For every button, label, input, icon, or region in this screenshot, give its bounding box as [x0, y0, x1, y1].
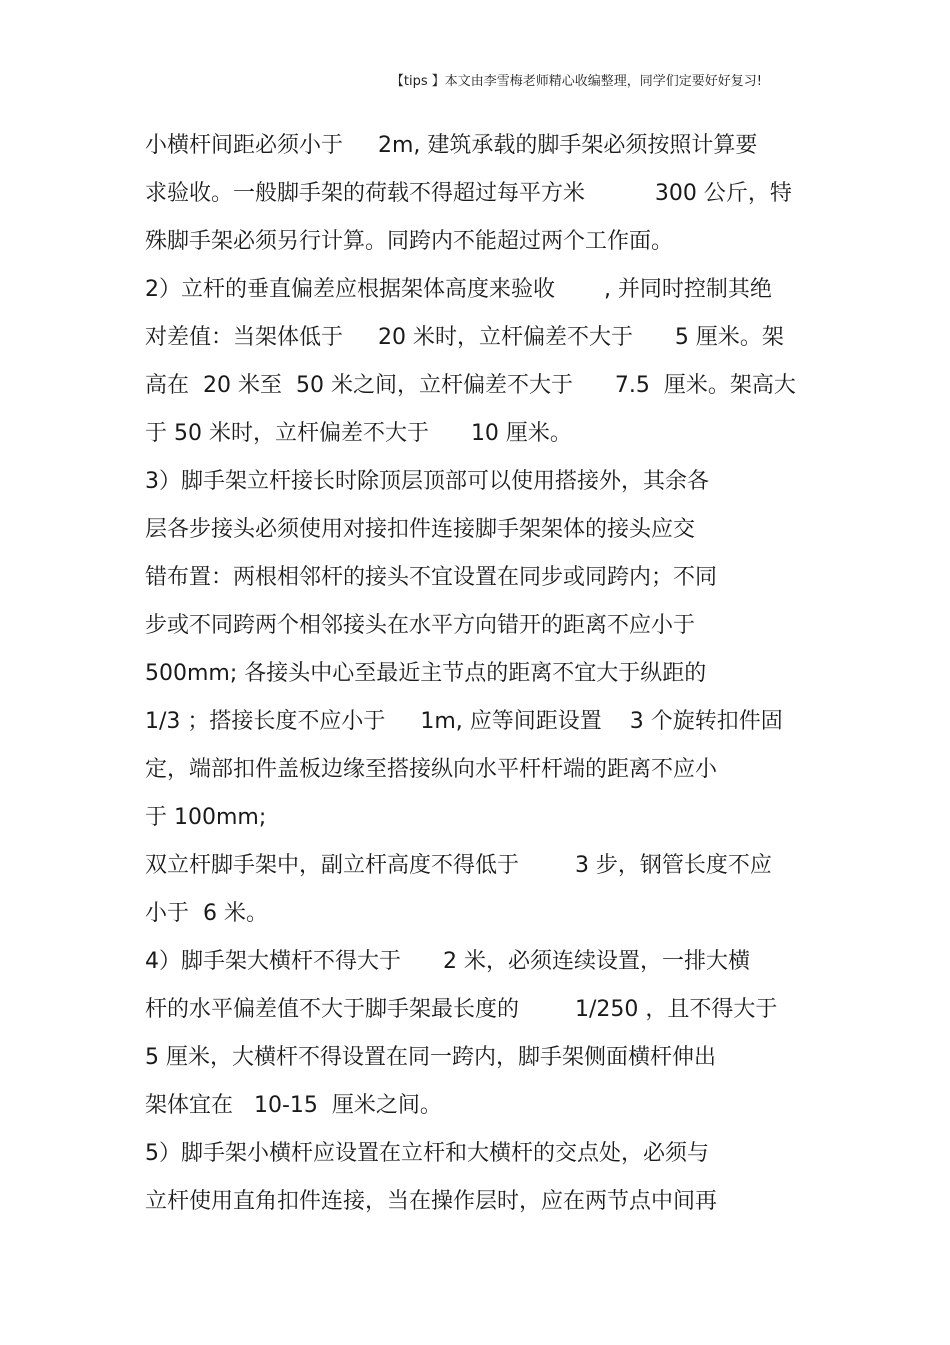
text-line: 3）脚手架立杆接长时除顶层顶部可以使用搭接外，其余各: [145, 469, 709, 494]
text-line: 1/3 ；搭接长度不应小于 1m, 应等间距设置 3 个旋转扣件固: [145, 709, 783, 734]
text-line: 5 厘米，大横杆不得设置在同一跨内，脚手架侧面横杆伸出: [145, 1045, 716, 1070]
text-line: 双立杆脚手架中，副立杆高度不得低于 3 步，钢管长度不应: [145, 853, 772, 878]
text-line: 步或不同跨两个相邻接头在水平方向错开的距离不应小于: [145, 613, 696, 638]
text-line: 杆的水平偏差值不大于脚手架最长度的 1/250 ，且不得大于: [145, 997, 778, 1022]
text-line: 小于 6 米。: [145, 901, 268, 926]
text-line: 对差值：当架体低于 20 米时，立杆偏差不大于 5 厘米。架: [145, 325, 784, 350]
text-line: 殊脚手架必须另行计算。同跨内不能超过两个工作面。: [145, 229, 674, 254]
text-line: 层各步接头必须使用对接扣件连接脚手架架体的接头应交: [145, 517, 696, 542]
text-line: 500mm; 各接头中心至最近主节点的距离不宜大于纵距的: [145, 661, 707, 686]
text-line: 定，端部扣件盖板边缘至搭接纵向水平杆杆端的距离不应小: [145, 757, 718, 782]
text-line: 5）脚手架小横杆应设置在立杆和大横杆的交点处，必须与: [145, 1141, 709, 1166]
text-line: 4）脚手架大横杆不得大于 2 米，必须连续设置，一排大横: [145, 949, 750, 974]
text-line: 小横杆间距必须小于 2m, 建筑承载的脚手架必须按照计算要: [145, 133, 758, 158]
text-line: 架体宜在 10-15 厘米之间。: [145, 1093, 442, 1118]
body-text: [145, 125, 825, 1229]
header-tips-note: 【tips 】本文由李雪梅老师精心收编整理，同学们定要好好复习!: [390, 74, 762, 89]
text-line: 求验收。一般脚手架的荷载不得超过每平方米 300 公斤，特: [145, 181, 792, 206]
text-line: 于 50 米时，立杆偏差不大于 10 厘米。: [145, 421, 572, 446]
text-line: 高在 20 米至 50 米之间，立杆偏差不大于 7.5 厘米。架高大: [145, 373, 796, 398]
text-line: 错布置：两根相邻杆的接头不宜设置在同步或同跨内；不同: [145, 565, 718, 590]
text-line: 于 100mm;: [145, 805, 267, 830]
text-line: 2）立杆的垂直偏差应根据架体高度来验收 , 并同时控制其绝: [145, 277, 772, 302]
text-line: 立杆使用直角扣件连接，当在操作层时，应在两节点中间再: [145, 1189, 718, 1214]
